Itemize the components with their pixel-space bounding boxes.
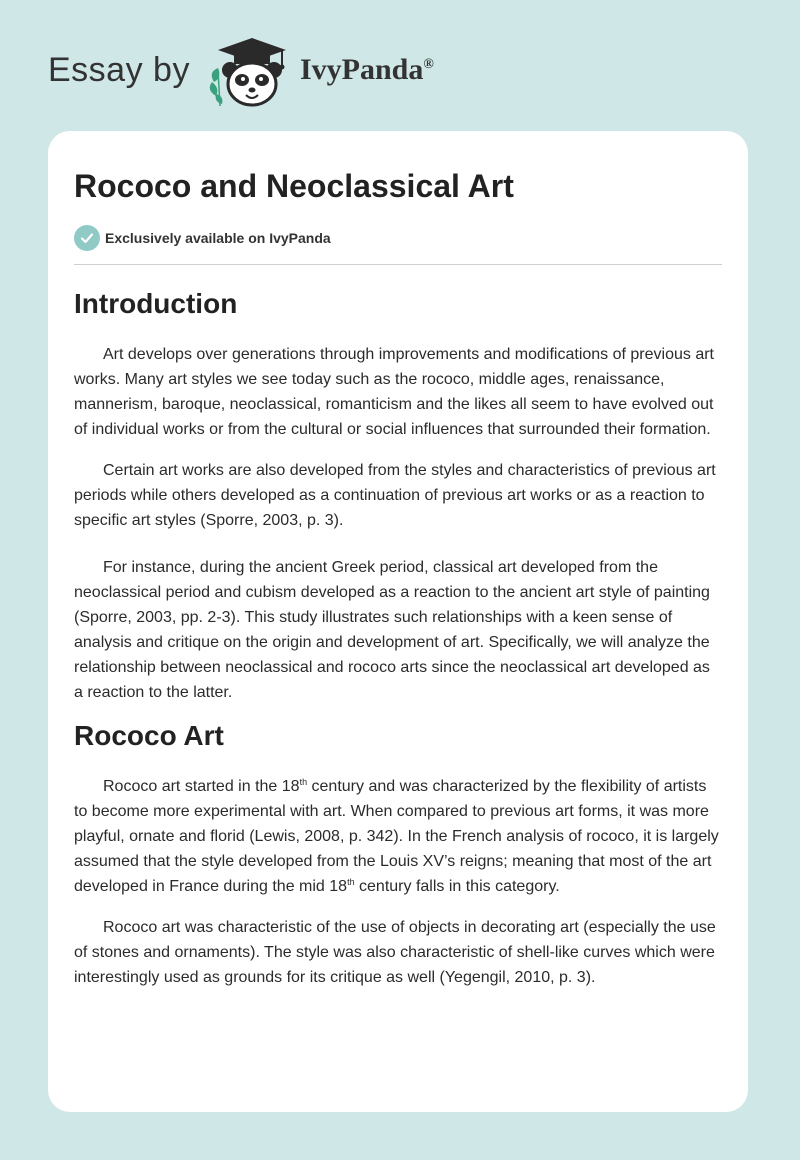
brand-prefix: Essay by xyxy=(48,50,190,89)
badge-text: Exclusively available on IvyPanda xyxy=(105,230,331,246)
check-circle-icon xyxy=(74,225,100,251)
paragraph: Art develops over generations through improvements and modifications of previous art works. Many art styles we see today such as the rococo, middle ages, renaissance, mannerism, baroque, neoclassical, romanticism and the likes all seem to have evolved out of individual works or from the cultural or social influences that surrounded their formation. xyxy=(74,346,714,438)
page-title: Rococo and Neoclassical Art xyxy=(74,168,514,204)
paragraph: Rococo art started in the 18th century and was characterized by the flexibility of artists to become more experimental with art. When compared to previous art forms, it was more playful, ornate and florid (Lewis, 2008, p. 342). In the French analysis of rococo, it is largely assumed that the style developed from the Louis XV’s reigns; meaning that most of the art developed in France during the mid 18th century falls in this category. xyxy=(74,777,719,895)
panda-graduate-icon[interactable] xyxy=(204,30,296,110)
section-heading-introduction: Introduction xyxy=(74,288,238,319)
paragraph: Certain art works are also developed from the styles and characteristics of previous art periods while others developed as a continuation of previous art works or as a reaction to specific art styles (Sporre, 2003, p. 3). xyxy=(74,462,716,529)
brand-header xyxy=(48,30,434,110)
exclusive-badge xyxy=(74,224,722,252)
divider xyxy=(74,264,722,265)
paragraph: Rococo art was characteristic of the use of objects in decorating art (especially the use of stones and ornaments). The style was also characteristic of shell-like curves which were interestingly used as grounds for its critique as well (Yegengil, 2010, p. 3). xyxy=(74,919,716,986)
brand-name[interactable]: IvyPanda® xyxy=(299,53,434,86)
paragraph: For instance, during the ancient Greek period, classical art developed from the neoclassical period and cubism developed as a reaction to the ancient art style of painting (Sporre, 2003, pp. 2-3). This study illustrates such relationships with a keen sense of analysis and critique on the origin and development of art. Specifically, we will analyze the relationship between neoclassical and rococo arts since the neoclassical art developed as a reaction to the latter. xyxy=(74,559,710,701)
section-heading-rococo-art: Rococo Art xyxy=(74,720,224,751)
registered-mark: ® xyxy=(423,57,434,72)
essay-card xyxy=(48,131,748,1112)
